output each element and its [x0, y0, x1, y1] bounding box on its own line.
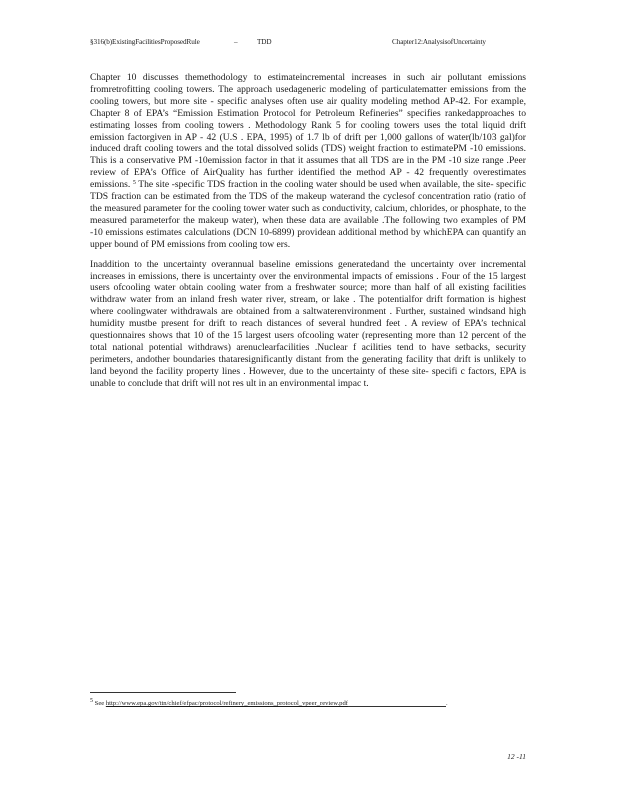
footnote-reference[interactable]: 5: [132, 180, 136, 187]
paragraph-2: Inaddition to the uncertainty overannual baseline emissions generatedand the uncertainty over incremental increases in emissions, there is uncertainty over the environmental impacts of emissions . Four of the 15 largest users ofcooling water obtain cooling water from a freshwater source; more than half of all existing facilities withdraw water from an inland fresh water river, stream, or lake . The potentialfor drift formation is highest where coolingwater withdrawals are obtained from a saltwaterenvironment . Further, sustained windsand high humidity mustbe present for drift to reach distances of several hundred feet . A review of EPA’s technical questionnaires shows that 10 of the 15 largest users ofcooling water (representing more than 12 percent of the total national potential withdraws) arenuclearfacilities .Nuclear f acilities tend to have setbacks, security perimeters, andother boundaries thataresignificantly distant from the generating facility that drift is unlikely to land beyond the facility property lines . However, due to the uncertainty of these site- specifi c factors, EPA is unable to conclude that drift will not res ult in an environmental impac t.: [90, 258, 526, 389]
paragraph-1-text: Chapter 10 discusses themethodology to estimateincremental increases in such air pollutant emissions fromretrofitting cooling towers. The approach usedageneric modeling of particulatematter emissions from the cooling towers, but more site - specific analyses often use air quality modeling method AP-42. For example, Chapter 8 of EPA’s “Emission Estimation Protocol for Petroleum Refineries” specifies rankedapproaches to estimating losses from cooling towers . Methodology Rank 5 for cooling towers uses the total liquid drift emission factorgiven in AP - 42 (U.S . EPA, 1995) of 1.7 lb of drift per 1,000 gallons of water(lb/103 gal)for induced draft cooling towers and the total dissolved solids (TDS) weight fraction to estimatePM -10 emissions. This is a conservative PM -10emission factor in that it assumes that all TDS are in the PM -10 size range .Peer review of EPA’s Office of AirQuality has further identified the method AP - 42 frequently overestimates emissions.: [90, 72, 526, 191]
running-header: [90, 38, 540, 50]
footnote: [90, 700, 530, 707]
paragraph-1: [90, 72, 526, 251]
header-rule-title: §316(b)ExistingFacilitiesProposedRule: [90, 38, 200, 46]
header-dash: –: [234, 38, 238, 46]
footnote-link-underline: [348, 700, 446, 707]
page-number: 12 -11: [507, 752, 526, 761]
footnote-separator: [90, 692, 236, 693]
header-chapter-title: Chapter12:AnalysisofUncertainty: [392, 38, 486, 46]
body-text: [90, 72, 526, 398]
footnote-number: 5: [90, 698, 93, 704]
footnote-suffix: .: [445, 700, 448, 707]
paragraph-1-text-continued: The site -specific TDS fraction in the cooling water should be used when available, the site- specific TDS fraction can be estimated from the TDS of the makeup waterand the cyclesof concentration ratio (ratio of the measured parameter for the cooling tower water such as conductivity, calcium, chlorides, or phosphate, to the measured parameterfor the makeup water), when these data are available .The following two examples of PM -10 emissions estimates calculations (DCN 10-6899) providean additional method by whichEPA can quantify an upper bound of PM emissions from cooling tow ers.: [90, 179, 527, 250]
footnote-prefix: See: [94, 700, 105, 707]
footnote-link[interactable]: http://www.epa.gov/ttn/chief/efpac/protocol/refinery_emissions_protocol_vpeer_review.pdf: [105, 700, 348, 707]
header-document-type: TDD: [257, 38, 272, 46]
